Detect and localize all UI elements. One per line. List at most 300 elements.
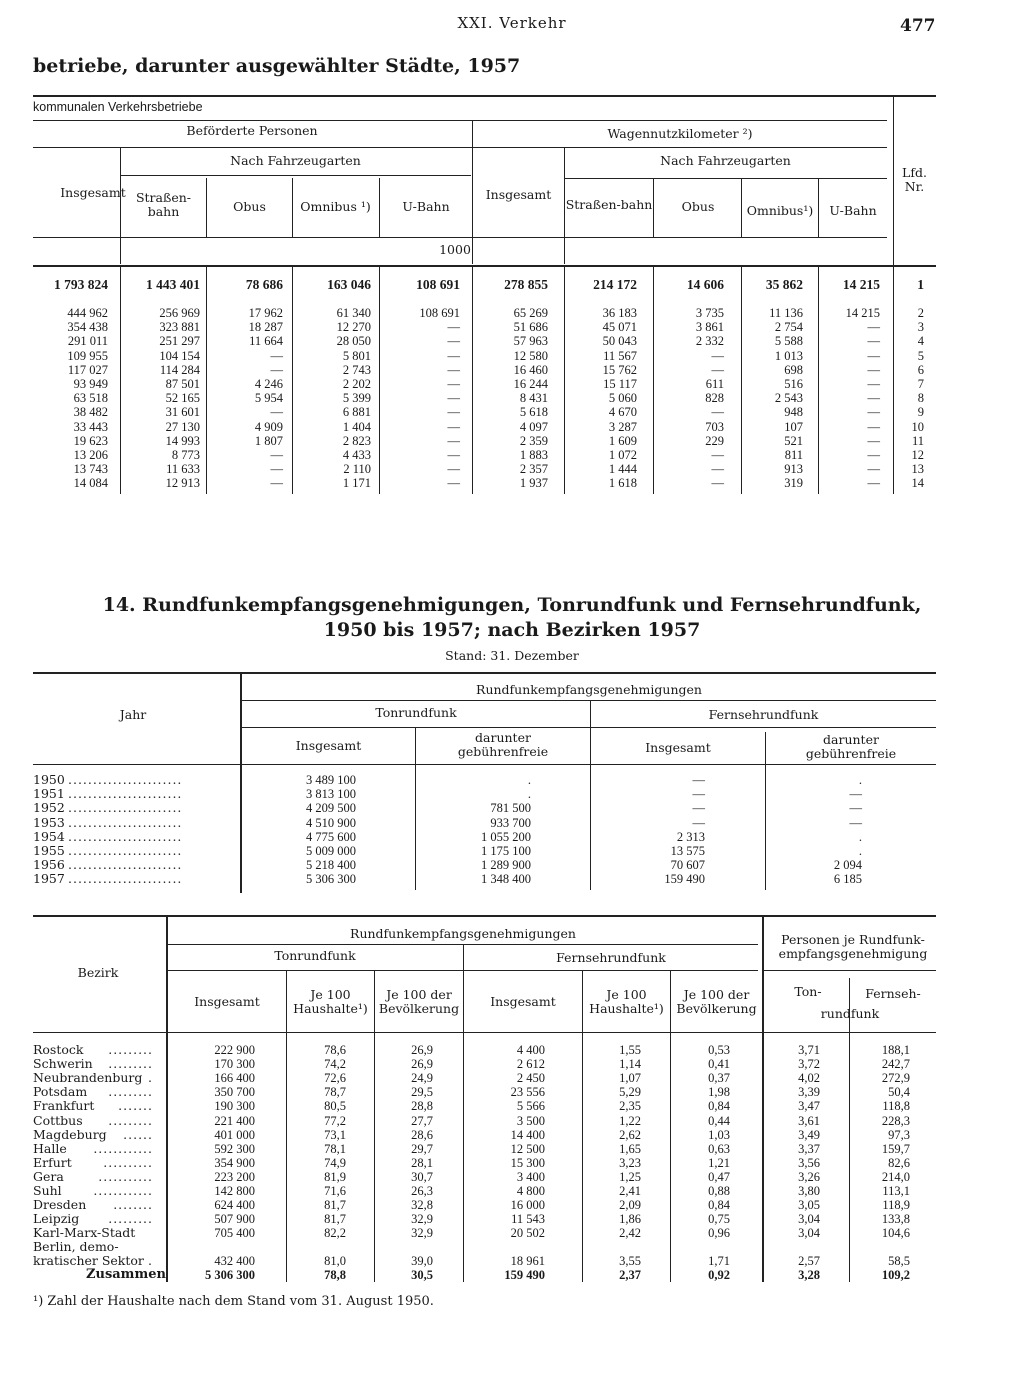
- year-cell: 933 700: [490, 815, 531, 830]
- t1-cell: —: [867, 419, 880, 434]
- bezirk-cell: 3 400: [516, 1169, 545, 1184]
- t1-cell: —: [447, 476, 460, 491]
- t1-cell: 2 202: [342, 377, 371, 391]
- bezirk-cell: 3,56: [798, 1155, 820, 1170]
- t1-col-header: Obus: [681, 199, 715, 214]
- t1-col-header: Insgesamt: [485, 187, 552, 202]
- year-cell: 6 185: [833, 872, 862, 887]
- t1-cell: 18 287: [248, 320, 283, 335]
- bezirk-cell: 32,8: [411, 1198, 433, 1213]
- bezirk-cell: 0,84: [708, 1099, 730, 1114]
- t1-cell: —: [447, 462, 460, 477]
- t1-cell: 5 588: [774, 334, 803, 349]
- rule: [818, 178, 819, 237]
- year-cell: 70 607: [670, 858, 705, 873]
- t1-total-cell: 35 862: [765, 277, 803, 292]
- t1-cell: 7: [917, 377, 924, 391]
- year-label: 1954: [33, 828, 65, 844]
- bezirk-cell: 0,47: [708, 1169, 730, 1184]
- dot-leader: .......................: [68, 857, 183, 873]
- t1-cell: 948: [784, 405, 803, 420]
- rule: [292, 266, 293, 494]
- t1-cell: —: [867, 377, 880, 391]
- bezirk-cell: 3,61: [798, 1113, 820, 1128]
- dot-leader: ..........: [103, 1154, 153, 1170]
- t1-cell: 5 801: [342, 348, 371, 363]
- t1-total-cell: 1 443 401: [146, 277, 200, 292]
- bezirk-cell: 50,4: [888, 1085, 910, 1100]
- wagen-header: Wagennutzkilometer ²): [607, 126, 753, 141]
- rule: [33, 1032, 936, 1033]
- t1-cell: 6: [917, 362, 924, 377]
- bezirk-cell: 3 500: [516, 1113, 545, 1128]
- t1-cell: 2 743: [342, 362, 371, 377]
- t1-cell: —: [711, 448, 724, 462]
- dot-leader: .........: [108, 1211, 153, 1227]
- bezirk-cell: 26,3: [411, 1184, 433, 1198]
- bezirk-cell: 97,3: [888, 1127, 910, 1142]
- rule: [242, 727, 936, 728]
- bezirk-cell: 1,55: [619, 1043, 641, 1057]
- t1-cell: 2 359: [519, 433, 548, 448]
- bezirk-cell: 29,5: [411, 1085, 433, 1100]
- t1-cell: 251 297: [159, 334, 200, 349]
- bezirk-cell: 20 502: [510, 1226, 545, 1241]
- nach-header-2: Nach Fahrzeugarten: [660, 153, 791, 168]
- t1-cell: 3: [917, 320, 924, 335]
- bezirk-cell: 0,41: [708, 1057, 730, 1072]
- bezirk-cell: 28,8: [411, 1099, 433, 1114]
- bezirk-cell: 2 612: [516, 1057, 545, 1072]
- t1-cell: 3 287: [608, 419, 637, 434]
- bezirk-cell: 3,72: [798, 1057, 820, 1072]
- t1-cell: 1 609: [608, 433, 637, 448]
- t1-total-cell: 78 686: [245, 277, 283, 292]
- year-cell: .: [858, 844, 862, 858]
- t1-cell: —: [867, 476, 880, 491]
- bezirk-cell: 80,5: [324, 1099, 346, 1114]
- t1-cell: 4: [917, 334, 924, 349]
- t1-cell: —: [447, 405, 460, 420]
- bezirk-cell: 142 800: [214, 1184, 255, 1198]
- t1-cell: 1 404: [342, 419, 371, 434]
- table-title-line1: 14. Rundfunkempfangsgenehmigungen, Tonrundfunk und Fernsehrundfunk,: [102, 594, 922, 616]
- bezirk-cell: 5,29: [619, 1085, 641, 1100]
- bezirk-name: Rostock: [33, 1042, 84, 1057]
- bezirk-name: Erfurt: [33, 1154, 72, 1170]
- t1-cell: —: [447, 433, 460, 448]
- t1-total-cell: 1: [917, 277, 924, 292]
- rule: [33, 764, 936, 765]
- bezirk-cell: 74,9: [324, 1155, 346, 1170]
- bezirk-cell: 3,71: [798, 1043, 820, 1057]
- t1-cell: 87 501: [165, 377, 200, 391]
- t1-cell: 15 117: [603, 377, 637, 391]
- rund-header: Rundfunkempfangsgenehmigungen: [476, 682, 702, 697]
- t1-cell: 611: [705, 377, 724, 391]
- t1-cell: 36 183: [602, 306, 637, 320]
- t1-cell: 3 735: [695, 306, 724, 320]
- t1-cell: —: [447, 362, 460, 377]
- t1-cell: 8 431: [519, 391, 548, 406]
- t1-cell: 33 443: [73, 419, 108, 434]
- t1-cell: 516: [784, 377, 803, 391]
- bezirk-cell: 73,1: [324, 1127, 346, 1142]
- bezirk-cell: 2,09: [619, 1198, 641, 1213]
- t1-cell: —: [867, 448, 880, 462]
- dot-leader: .........: [108, 1112, 153, 1128]
- t1-cell: 323 881: [159, 320, 200, 335]
- year-cell: —: [692, 801, 705, 816]
- bezirk-cell: 32,9: [411, 1212, 433, 1227]
- year-cell: 5 009 000: [306, 844, 356, 858]
- dot-leader: ......: [123, 1126, 153, 1142]
- zusammen-label: Zusammen: [86, 1267, 166, 1282]
- t1-cell: 27 130: [165, 419, 200, 434]
- dot-leader: ............: [93, 1183, 153, 1198]
- bezirk-cell: 104,6: [881, 1226, 910, 1241]
- berlin-label: Berlin, demo-: [33, 1239, 119, 1254]
- je100hh-header: Je 100 Haushalte¹): [589, 987, 664, 1016]
- bezirk-cell: 223 200: [214, 1169, 255, 1184]
- t1-cell: 52 165: [165, 391, 200, 406]
- bezirk-cell: 705 400: [214, 1226, 255, 1241]
- t1-total-cell: 214 172: [593, 277, 637, 292]
- bezirk-cell: 72,6: [324, 1071, 346, 1086]
- year-cell: 1 055 200: [481, 829, 531, 844]
- t1-cell: —: [711, 405, 724, 420]
- t1-cell: 2 332: [695, 334, 724, 349]
- dot-leader: .......: [118, 1098, 153, 1114]
- insgesamt-header: Insgesamt: [490, 994, 556, 1009]
- ton-header: Tonrundfunk: [274, 948, 356, 963]
- bezirk-cell: 0,53: [708, 1043, 730, 1057]
- year-cell: 1 175 100: [481, 844, 531, 858]
- t1-cell: 2 543: [774, 391, 803, 406]
- rule: [120, 175, 471, 176]
- dot-leader: ...........: [98, 1168, 153, 1184]
- zusammen-cell: 30,5: [411, 1268, 433, 1282]
- rule: [206, 178, 207, 237]
- dot-leader: ............: [93, 1140, 153, 1156]
- t1-cell: 5 618: [519, 405, 548, 420]
- t1-col-header: Omnibus ¹): [300, 199, 371, 214]
- t1-cell: 229: [705, 433, 724, 448]
- lfd-header: Lfd. Nr.: [902, 165, 927, 194]
- bezirk-cell: 2,35: [619, 1099, 641, 1114]
- bezirk-cell: 2,41: [619, 1184, 641, 1198]
- insgesamt-header: Insgesamt: [194, 994, 260, 1009]
- dot-leader: .........: [108, 1084, 153, 1100]
- t1-cell: 4 097: [519, 419, 548, 434]
- bezirk-cell: 74,2: [324, 1057, 346, 1072]
- t1-cell: 5 060: [608, 391, 637, 406]
- t1-cell: 12 580: [513, 348, 548, 363]
- year-cell: 5 306 300: [306, 872, 356, 887]
- rule: [818, 266, 819, 494]
- bezirk-cell: 188,1: [881, 1043, 910, 1057]
- bezirk-cell: 1,65: [619, 1141, 641, 1156]
- je100bev-header: Je 100 der Bevölkerung: [676, 987, 757, 1016]
- t1-cell: 291 011: [67, 334, 108, 349]
- bezirk-cell: 0,75: [708, 1212, 730, 1227]
- t1-cell: 50 043: [602, 334, 637, 349]
- ton-header: Tonrundfunk: [375, 705, 457, 720]
- t1-cell: 1 013: [774, 348, 803, 363]
- bezirk-cell: 190 300: [214, 1099, 255, 1114]
- bezirk-cell: 29,7: [411, 1141, 433, 1156]
- bezirk-cell: 3,47: [798, 1099, 820, 1114]
- bezirk-cell: 77,2: [324, 1113, 346, 1128]
- t1-cell: —: [711, 348, 724, 363]
- bezirk-cell: 14 400: [510, 1127, 545, 1142]
- t1-cell: 16 460: [513, 362, 548, 377]
- t1-cell: 12: [911, 448, 924, 462]
- t1-cell: 698: [784, 362, 803, 377]
- bezirk-cell: 118,8: [882, 1099, 910, 1114]
- t1-col-header: U-Bahn: [829, 203, 877, 218]
- t1-cell: 19 623: [73, 433, 108, 448]
- year-cell: 5 218 400: [306, 858, 356, 873]
- t1-cell: 2 754: [774, 320, 803, 335]
- bezirk-cell: 3,04: [798, 1226, 820, 1241]
- t1-cell: 12 270: [336, 320, 371, 335]
- jahr-header: Jahr: [119, 707, 147, 722]
- t1-cell: 1 807: [254, 433, 283, 448]
- bezirk-cell: 592 300: [214, 1141, 255, 1156]
- rule: [33, 672, 936, 674]
- t1-cell: 1 171: [342, 476, 371, 491]
- dot-leader: .......................: [68, 828, 183, 844]
- t1-cell: 703: [705, 419, 724, 434]
- t1-cell: —: [270, 362, 283, 377]
- t1-cell: 11 136: [769, 306, 803, 320]
- bezirk-name: Neubrandenburg: [33, 1070, 143, 1086]
- year-cell: .: [858, 773, 862, 787]
- t1-cell: 109 955: [67, 348, 108, 363]
- bezirk-cell: 354 900: [214, 1155, 255, 1170]
- t1-cell: —: [447, 419, 460, 434]
- t1-cell: 4 670: [608, 405, 637, 420]
- year-cell: 13 575: [670, 844, 705, 858]
- bezirk-cell: 4 800: [516, 1184, 545, 1198]
- t1-total-cell: 163 046: [327, 277, 371, 292]
- t1-cell: 16 244: [513, 377, 548, 391]
- stand-date: Stand: 31. Dezember: [445, 648, 579, 663]
- zusammen-cell: 5 306 300: [205, 1268, 255, 1282]
- bezirk-cell: 16 000: [510, 1198, 545, 1213]
- berlin-cell: 39,0: [411, 1254, 433, 1268]
- bezirk-cell: 0,88: [708, 1184, 730, 1198]
- bezirk-cell: 3,04: [798, 1212, 820, 1227]
- bezirk-cell: 28,6: [411, 1127, 433, 1142]
- t1-cell: —: [447, 377, 460, 391]
- ton-short: Ton-: [794, 984, 822, 999]
- bezirk-cell: 0,63: [708, 1141, 730, 1156]
- t1-cell: 31 601: [165, 405, 200, 420]
- bezirk-cell: 624 400: [214, 1198, 255, 1213]
- t1-cell: —: [447, 448, 460, 462]
- bezirk-cell: 1,25: [619, 1169, 641, 1184]
- t1-cell: 8 773: [171, 448, 200, 462]
- bezirk-cell: 3,26: [798, 1169, 820, 1184]
- dot-leader: .........: [108, 1042, 153, 1057]
- t1-cell: —: [447, 334, 460, 349]
- t1-cell: 2: [917, 306, 924, 320]
- rule: [33, 95, 936, 97]
- t1-cell: —: [867, 362, 880, 377]
- bezirk-cell: 0,84: [708, 1198, 730, 1213]
- t1-cell: —: [270, 462, 283, 477]
- t1-cell: 1 883: [519, 448, 548, 462]
- t1-cell: —: [867, 391, 880, 406]
- bezirk-cell: 26,9: [411, 1043, 433, 1057]
- bezirk-cell: 3,49: [798, 1127, 820, 1142]
- year-cell: 4 209 500: [306, 801, 356, 816]
- continued-title: betriebe, darunter ausgewählter Städte, 1957: [33, 55, 521, 77]
- year-cell: 2 094: [833, 858, 862, 873]
- je100hh-header: Je 100 Haushalte¹): [293, 987, 368, 1016]
- berlin-cell: 2,57: [798, 1254, 820, 1268]
- year-cell: 159 490: [664, 872, 705, 887]
- t1-cell: —: [270, 348, 283, 363]
- bezirk-cell: 1,07: [619, 1071, 641, 1086]
- t1-col-header: Straßen-bahn: [565, 197, 653, 212]
- t1-cell: 63 518: [73, 391, 108, 406]
- t1-cell: 104 154: [159, 348, 200, 363]
- rund-header: Rundfunkempfangsgenehmigungen: [350, 926, 576, 941]
- bezirk-cell: 0,96: [708, 1226, 730, 1241]
- bezirk-header: Bezirk: [77, 965, 119, 980]
- bezirk-cell: 166 400: [214, 1071, 255, 1086]
- bezirk-cell: 15 300: [510, 1155, 545, 1170]
- bezirk-cell: 4,02: [798, 1071, 820, 1086]
- t1-cell: 444 962: [67, 306, 108, 320]
- group-label: kommunalen Verkehrsbetriebe: [33, 100, 203, 114]
- year-cell: 781 500: [490, 801, 531, 816]
- t1-cell: 6 881: [342, 405, 371, 420]
- insgesamt-header: Insgesamt: [645, 740, 711, 755]
- bezirk-cell: 78,7: [324, 1085, 346, 1100]
- bezirk-cell: 159,7: [881, 1141, 910, 1156]
- year-cell: 1 289 900: [481, 858, 531, 873]
- t1-total-cell: 14 215: [842, 277, 880, 292]
- t1-total-cell: 14 606: [686, 277, 724, 292]
- bezirk-name: Karl-Marx-Stadt: [33, 1225, 136, 1241]
- t1-cell: 256 969: [159, 306, 200, 320]
- bezirk-cell: 81,7: [324, 1198, 346, 1213]
- fern-header: Fernsehrundfunk: [708, 707, 819, 722]
- bezirk-cell: 228,3: [881, 1113, 910, 1128]
- t1-total-cell: 1 793 824: [54, 277, 108, 292]
- bezirk-cell: 3,80: [798, 1184, 820, 1198]
- t1-cell: 14 084: [73, 476, 108, 491]
- t1-cell: —: [270, 448, 283, 462]
- rule: [741, 178, 742, 237]
- rule: [590, 764, 591, 890]
- insgesamt-header: Insgesamt: [295, 738, 362, 753]
- bezirk-cell: 2 450: [516, 1071, 545, 1086]
- bezirk-cell: 1,86: [619, 1212, 641, 1227]
- bef-header: Beförderte Personen: [186, 123, 318, 138]
- rule: [564, 178, 887, 179]
- berlin-cell: 58,5: [888, 1254, 910, 1268]
- rule: [379, 178, 380, 237]
- year-cell: 2 313: [676, 829, 705, 844]
- je100bev-header: Je 100 der Bevölkerung: [378, 987, 460, 1016]
- rule: [33, 237, 887, 238]
- t1-cell: 1 937: [519, 476, 548, 491]
- t1-cell: —: [711, 362, 724, 377]
- rule: [242, 700, 936, 701]
- berlin-cell: 1,71: [708, 1254, 730, 1268]
- t1-cell: 1 618: [608, 476, 637, 491]
- fernseh-short: Fernseh-: [865, 986, 921, 1001]
- darunter-header: darunter gebührenfreie: [805, 732, 897, 761]
- dot-leader: ........: [113, 1197, 153, 1213]
- zusammen-cell: 2,37: [619, 1268, 641, 1282]
- t1-cell: —: [867, 334, 880, 349]
- rule: [764, 970, 936, 971]
- year-label: 1955: [33, 843, 65, 858]
- t1-cell: 17 962: [248, 306, 283, 320]
- year-cell: .: [527, 787, 531, 802]
- year-cell: 3 489 100: [306, 773, 356, 787]
- t1-cell: 38 482: [73, 405, 108, 420]
- t1-cell: 2 357: [519, 462, 548, 477]
- bezirk-cell: 32,9: [411, 1226, 433, 1241]
- year-label: 1956: [33, 857, 65, 873]
- t1-cell: 521: [784, 433, 803, 448]
- berlin-label: kratischer Sektor: [33, 1253, 144, 1268]
- chapter-header: XXI. Verkehr: [457, 14, 567, 32]
- bezirk-cell: 2,62: [619, 1127, 641, 1142]
- t1-cell: 3 861: [695, 320, 724, 335]
- year-label: 1957: [33, 871, 65, 887]
- t1-cell: 13 743: [73, 462, 108, 477]
- bezirk-cell: 71,6: [324, 1184, 346, 1198]
- t1-cell: 1 444: [608, 462, 637, 477]
- bezirk-cell: 1,22: [619, 1113, 641, 1128]
- berlin-cell: 81,0: [324, 1254, 346, 1268]
- dot-leader: .......................: [68, 772, 183, 787]
- bezirk-cell: 82,6: [888, 1155, 910, 1170]
- t1-cell: 12 913: [165, 476, 200, 491]
- t1-cell: —: [711, 476, 724, 491]
- bezirk-cell: 81,9: [324, 1169, 346, 1184]
- t1-cell: 9: [917, 405, 924, 420]
- t1-cell: 14 215: [845, 306, 880, 320]
- t1-cell: —: [711, 462, 724, 477]
- t1-total-cell: 108 691: [416, 277, 460, 292]
- bezirk-cell: 23 556: [510, 1085, 545, 1100]
- t1-col-header: Straßen-bahn: [135, 190, 192, 219]
- personen-header: Personen je Rundfunk-empfangsgenehmigung: [778, 932, 928, 961]
- bezirk-cell: 5 566: [516, 1099, 545, 1114]
- year-cell: 4 775 600: [306, 829, 356, 844]
- bezirk-cell: 214,0: [881, 1169, 910, 1184]
- bezirk-cell: 81,7: [324, 1212, 346, 1227]
- t1-cell: —: [447, 320, 460, 335]
- t1-cell: 4 246: [254, 377, 283, 391]
- dot-leader: .: [148, 1070, 153, 1086]
- bezirk-cell: 272,9: [881, 1071, 910, 1086]
- bezirk-cell: 133,8: [881, 1212, 910, 1227]
- bezirk-name: Suhl: [33, 1183, 62, 1198]
- t1-cell: 4 909: [254, 419, 283, 434]
- t1-cell: 57 963: [513, 334, 548, 349]
- t1-cell: 11 633: [166, 462, 200, 477]
